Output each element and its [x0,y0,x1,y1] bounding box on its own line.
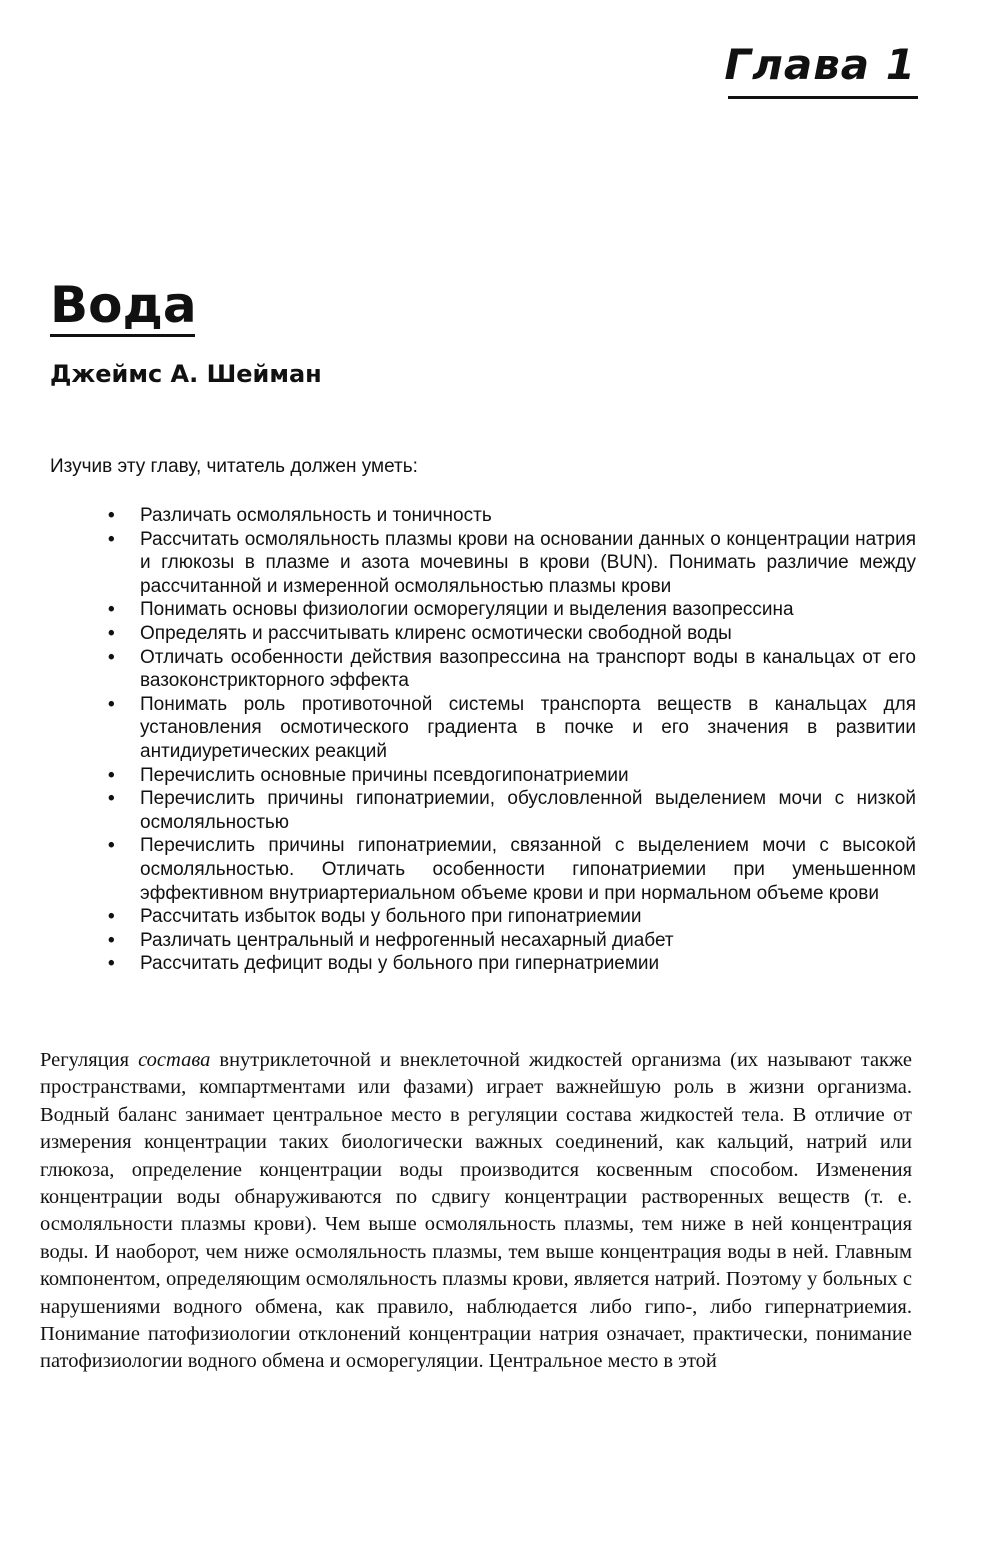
bullet-icon: • [108,528,115,550]
bullet-icon: • [108,505,115,526]
objective-item [108,693,916,764]
objective-item [108,905,916,929]
chapter-title-underline [50,334,195,337]
bullet-icon: • [108,622,115,644]
body-paragraph [40,1047,912,1376]
objective-text: Отличать особенности действия вазопрессина на транспорт воды в канальцах от его вазоконстрикторного эффекта [140,646,916,692]
objective-text: Перечислить основные причины псевдогипонатриемии [140,764,629,786]
objectives-list [108,504,916,976]
objective-text: Понимать роль противоточной системы транспорта веществ в канальцах для установления осмотического градиента в почке и его значения в развитии антидиуретических реакций [140,693,916,762]
bullet-icon: • [108,764,115,786]
objective-item [108,528,916,599]
objectives-intro: Изучив эту главу, читатель должен уметь: [50,456,418,477]
bullet-icon: • [108,835,115,857]
bullet-icon: • [108,953,115,975]
bullet-icon: • [108,646,115,668]
bullet-icon: • [108,599,115,621]
objective-text: Перечислить причины гипонатриемии, обусловленной выделением мочи с низкой осмоляльностью [140,788,916,833]
objective-text: Понимать основы физиологии осморегуляции и выделения вазопрессина [140,599,794,621]
objective-text: Рассчитать осмоляльность плазмы крови на основании данных о концентрации натрия и глюкозы в плазме и азота мочевины в крови (BUN). Понимать различие между рассчитанной и измеренной осмоляльностью плазмы крови [140,528,916,597]
bullet-icon: • [108,788,115,810]
objective-item [108,764,916,788]
objective-item [108,787,916,834]
bullet-icon: • [108,906,115,928]
objective-text: Рассчитать избыток воды у больного при гипонатриемии [140,906,642,928]
body-lead: Регуляция [40,1049,139,1071]
chapter-author: Джеймс А. Шейман [50,360,322,388]
chapter-label-underline [728,96,918,99]
objective-text: Различать осмоляльность и тоничность [140,505,492,526]
objective-text: Различать центральный и нефрогенный несахарный диабет [140,929,674,951]
objective-text: Определять и рассчитывать клиренс осмотически свободной воды [140,622,732,644]
objective-item [108,598,916,622]
objective-item [108,834,916,905]
body-rest: внутриклеточной и внеклеточной жидкостей организма (их называют также пространствами, компартментами или фазами) играет важнейшую роль в жизни организма. Водный баланс занимает центральное место в регуляции состава жидкостей тела. В отличие от измерения концентрации таких биологически важных соединений, как кальций, натрий или глюкоза, определение концентрации воды производится косвенным способом. Изменения концентрации воды обнаруживаются по сдвигу концентрации растворенных веществ (т. е. осмоляльности плазмы крови). Чем выше осмоляльность плазмы, тем ниже в ней концентрация воды. И наоборот, чем ниже осмоляльность плазмы, тем выше концентрация воды в ней. Главным компонентом, определяющим осмоляльность плазмы крови, является натрий. Поэтому у больных с нарушениями водного обмена, как правило, наблюдается либо гипо-, либо гипернатриемия. Понимание патофизиологии отклонений концентрации натрия означает, практически, понимание патофизиологии водного обмена и осморегуляции. Центральное место в этой [40,1049,912,1373]
objective-item [108,646,916,693]
chapter-label: Глава 1 [724,40,916,89]
objective-item [108,504,916,528]
chapter-title: Вода [50,276,197,334]
objective-text: Рассчитать дефицит воды у больного при гипернатриемии [140,953,660,975]
body-emphasis: состава [138,1049,211,1071]
bullet-icon: • [108,929,115,951]
objective-item [108,622,916,646]
objective-text: Перечислить причины гипонатриемии, связанной с выделением мочи с высокой осмоляльностью. Отличать особенности гипонатриемии при уменьшенном эффективном внутриартериальном объеме крови и при нормальном объеме крови [140,835,916,904]
bullet-icon: • [108,693,115,715]
objective-item [108,929,916,953]
objective-item [108,952,916,976]
